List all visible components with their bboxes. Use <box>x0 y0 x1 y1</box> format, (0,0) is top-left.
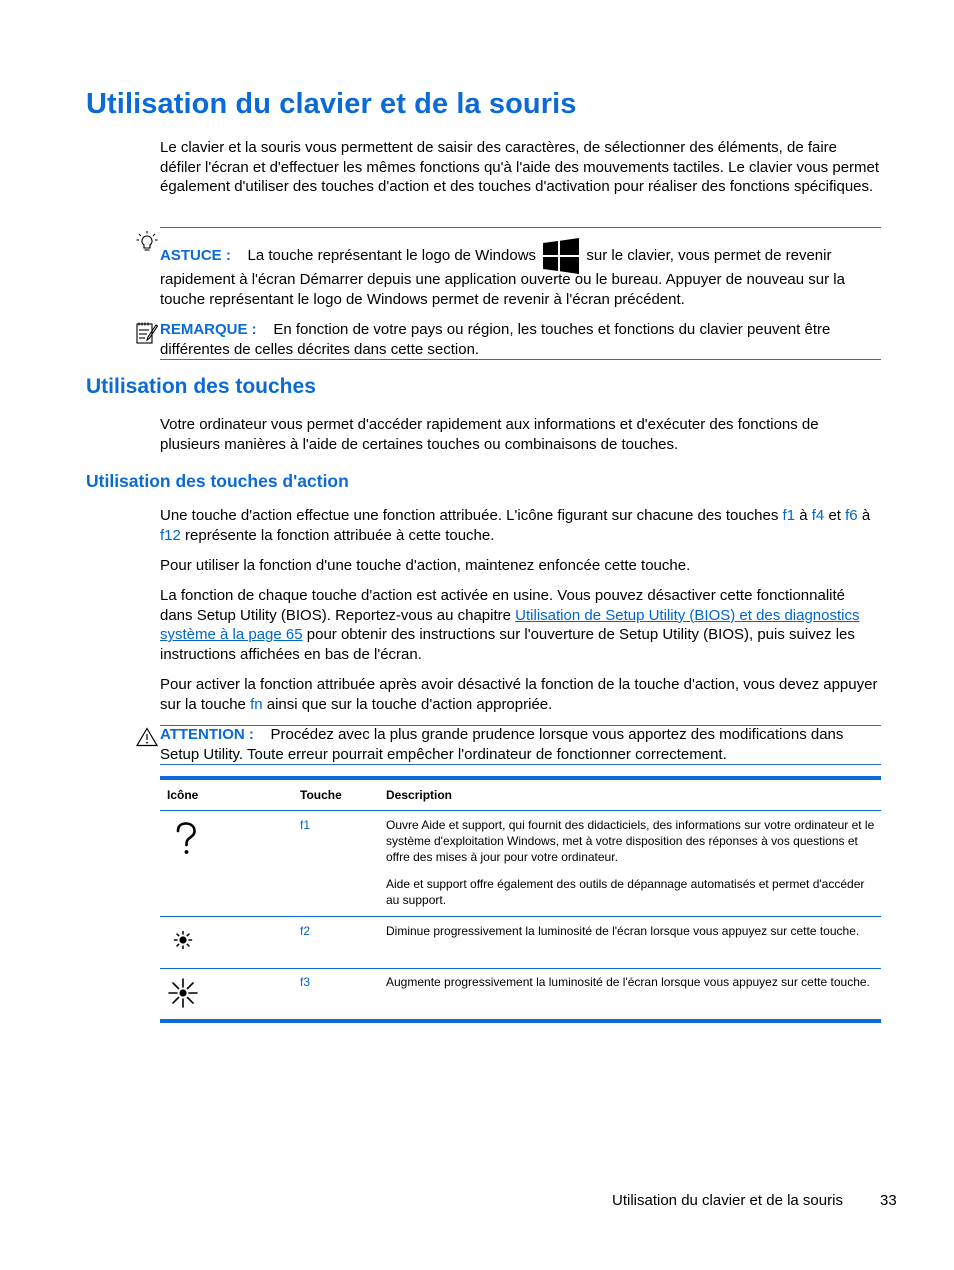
table-desc-f3: Augmente progressivement la luminosité de l'écran lorsque vous appuyez sur cette touche. <box>386 975 870 989</box>
p1-text-a: Une touche d'action effectue une fonction attribuée. L'icône figurant sur chacune des touches <box>160 507 779 524</box>
action-keys-paragraph-2: Pour utiliser la fonction d'une touche d'action, maintenez enfoncée cette touche. <box>160 557 691 574</box>
attention-bottom-rule <box>160 764 881 765</box>
action-keys-paragraph-4 <box>160 675 880 714</box>
p4-text-a: Pour activer la fonction attribuée après avoir désactivé la fonction de la touche d'action, vous devez appuyer sur la touche <box>160 676 878 713</box>
brightness-down-icon <box>172 929 194 951</box>
remark-text-block <box>160 320 880 359</box>
tip-text-after: sur le clavier, vous permet de revenir <box>586 246 832 264</box>
table-header-key: Touche <box>300 788 342 802</box>
tip-top-rule <box>160 227 881 228</box>
table-desc-f1-extra: Aide et support offre également des outils de dépannage automatisés et permet d'accéder au support. <box>386 877 865 907</box>
tip-line-1 <box>160 238 880 274</box>
p1-text-b: à <box>799 507 808 524</box>
page-title: Utilisation du clavier et de la souris <box>86 88 577 120</box>
lightbulb-icon <box>135 230 159 254</box>
table-bottom-border <box>160 1019 881 1023</box>
p1-text-c: et <box>828 507 841 524</box>
table-key-f1: f1 <box>300 818 311 832</box>
remark-bottom-rule <box>160 359 881 360</box>
section-paragraph: Votre ordinateur vous permet d'accéder rapidement aux informations et d'exécuter des fonctions de plusieurs manières à l'aide de certaines touches ou combinaisons de touches. <box>160 416 819 453</box>
table-key-f2: f2 <box>300 924 311 938</box>
p3-text-b: pour obtenir des instructions sur l'ouverture de Setup Utility (BIOS), puis suivez les instructions affichées en bas de l'écran. <box>160 626 855 663</box>
table-header-rule <box>160 810 881 811</box>
table-top-border <box>160 776 881 780</box>
section-heading: Utilisation des touches <box>86 375 316 398</box>
table-header-icon: Icône <box>167 788 199 802</box>
key-f4: f4 <box>811 507 825 524</box>
windows-logo-icon <box>542 238 580 274</box>
page-number: 33 <box>880 1192 897 1209</box>
key-f12: f12 <box>160 526 181 544</box>
table-key-f3: f3 <box>300 975 311 989</box>
p4-text-b: ainsi que sur la touche d'action appropriée. <box>266 695 553 713</box>
remark-label: REMARQUE : <box>160 321 257 338</box>
attention-label: ATTENTION : <box>160 726 254 743</box>
key-f6: f6 <box>845 507 858 524</box>
table-row-rule <box>160 968 881 969</box>
p3-text-a: La fonction de chaque touche d'action est activée en usine. Vous pouvez désactiver cette fonctionnalité dans Setup Utility (BIOS). Reportez-vous au chapitre <box>160 587 845 624</box>
attention-text-block <box>160 725 880 764</box>
key-f1: f1 <box>782 507 796 524</box>
table-row-rule <box>160 916 881 917</box>
notepad-icon <box>135 321 159 345</box>
bios-chapter-link[interactable]: Utilisation de Setup Utility (BIOS) et des diagnostics système à la page 65 <box>160 606 860 643</box>
warning-icon <box>136 727 158 747</box>
brightness-up-icon <box>167 977 199 1009</box>
table-desc-f2: Diminue progressivement la luminosité de l'écran lorsque vous appuyez sur cette touche. <box>386 924 860 938</box>
p1-text-d: à <box>861 507 871 524</box>
action-keys-paragraph-1 <box>160 506 880 545</box>
tip-text-before: La touche représentant le logo de Windows <box>247 246 537 264</box>
tip-text-rest: rapidement à l'écran Démarrer depuis une application ouverte ou le bureau. Appuyer de nouveau sur la touche représentant le logo de Windows permet de revenir à l'écran précédent. <box>160 271 845 308</box>
remark-text: En fonction de votre pays ou région, les touches et fonctions du clavier peuvent être différentes de celles décrites dans cette section. <box>160 321 831 358</box>
attention-text: Procédez avec la plus grande prudence lorsque vous apportez des modifications dans Setup Utility. Toute erreur pourrait empêcher l'ordinateur de fonctionner correctement. <box>160 726 844 763</box>
table-header-description: Description <box>386 788 453 802</box>
subsection-heading: Utilisation des touches d'action <box>86 471 349 491</box>
footer-title: Utilisation du clavier et de la souris <box>612 1192 843 1209</box>
intro-paragraph: Le clavier et la souris vous permettent de saisir des caractères, de sélectionner des éléments, de faire défiler l'écran et d'effectuer les mêmes fonctions qu'à l'aide des mouvements tactiles. Le clavier vous permet également d'utiliser des touches d'action et des touches d'activation pour réaliser des fonctions spécifiques. <box>160 139 880 195</box>
question-mark-icon <box>174 822 198 856</box>
action-keys-paragraph-3 <box>160 586 880 664</box>
p1-text-e: représente la fonction attribuée à cette touche. <box>185 526 495 544</box>
key-fn: fn <box>250 695 263 713</box>
table-desc-f1: Ouvre Aide et support, qui fournit des didacticiels, des informations sur votre ordinateur et le système d'exploitation Windows, met à votre disposition des réponses à vos questions et offre des mises à jour pour votre ordinateur. <box>386 818 875 864</box>
tip-label: ASTUCE : <box>160 246 231 264</box>
